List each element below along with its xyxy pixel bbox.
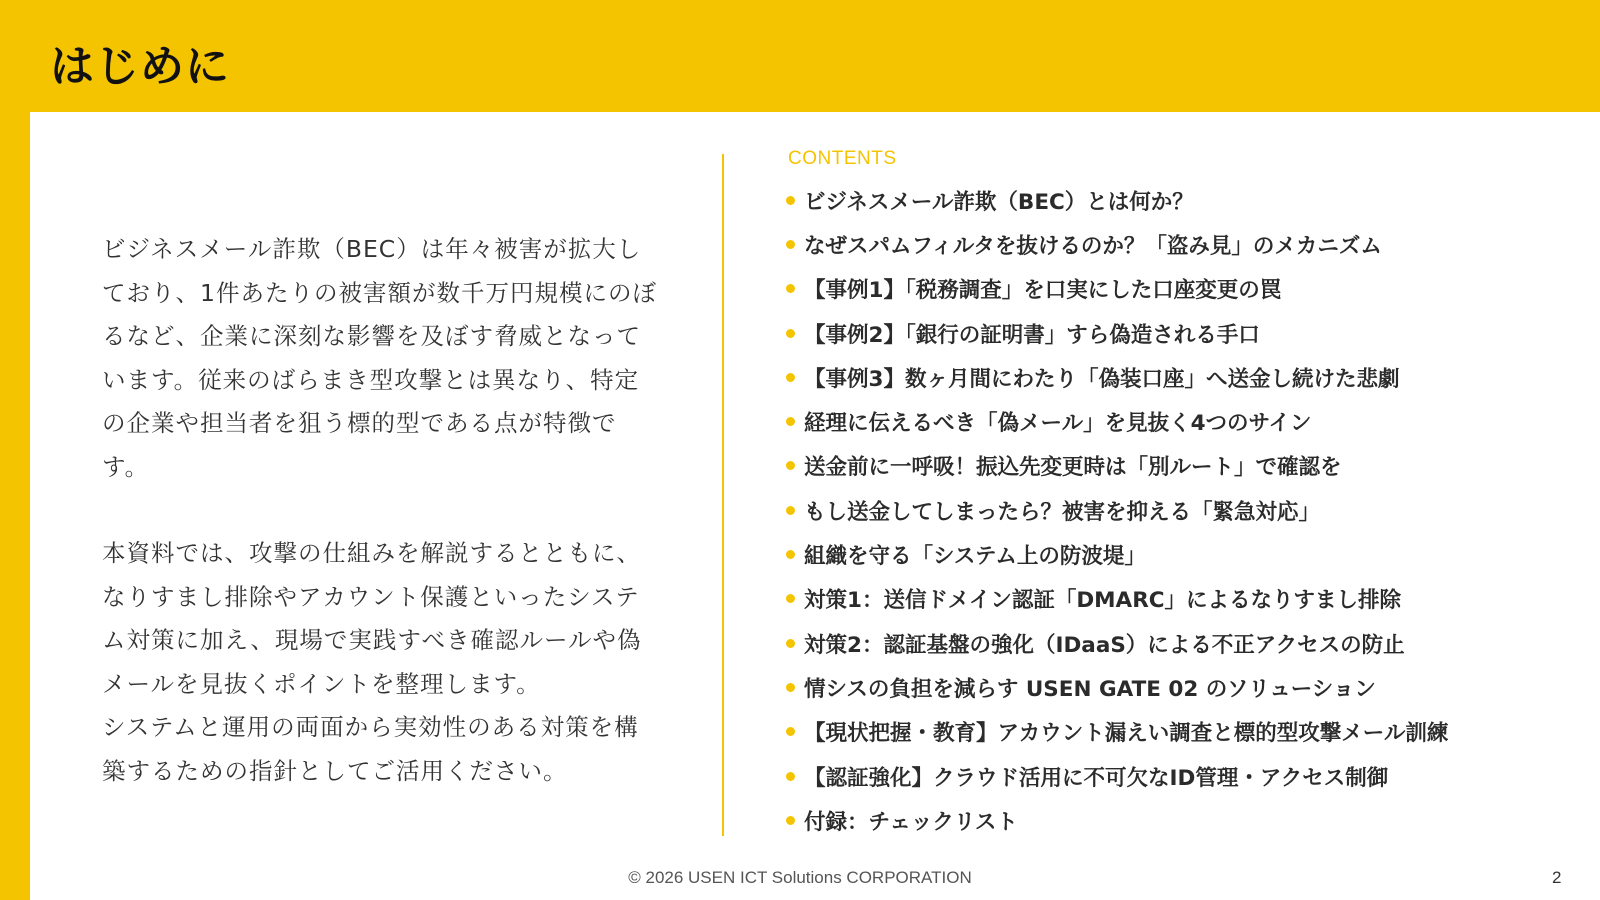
bullet-dot-icon [786,639,795,648]
page-number: 2 [1552,868,1562,887]
contents-item-label: 対策1：送信ドメイン認証「DMARC」によるなりすまし排除 [804,588,1402,614]
contents-item-label: 【現状把握・教育】アカウント漏えい調査と標的型攻撃メール訓練 [804,721,1449,747]
contents-item [786,222,1586,266]
contents-item [786,311,1586,355]
title-underline [30,112,1600,117]
contents-item [786,710,1586,754]
contents-item [786,488,1586,532]
contents-item-label: なぜスパムフィルタを抜けるのか？「盗み見」のメカニズム [804,233,1382,259]
contents-item [786,577,1586,621]
contents-item-label: 送金前に一呼吸！振込先変更時は「別ルート」で確認を [804,455,1342,481]
bullet-dot-icon [786,240,795,249]
contents-item-label: ビジネスメール詐欺（BEC）とは何か？ [804,189,1194,215]
bullet-dot-icon [786,727,795,736]
contents-item-label: 【事例1】「税務調査」を口実にした口座変更の罠 [804,278,1282,304]
intro-paragraph-3: システムと運用の両面から実効性のある対策を構築するための指針としてご活用ください。 [102,713,639,785]
contents-item [786,532,1586,576]
bullet-dot-icon [786,417,795,426]
contents-item [786,399,1586,443]
contents-item-label: 情シスの負担を減らす USEN GATE 02 のソリューション [804,676,1376,702]
contents-item [786,621,1586,665]
bullet-dot-icon [786,461,795,470]
contents-item [786,355,1586,399]
contents-item [786,798,1586,842]
copyright-footer: © 2026 USEN ICT Solutions CORPORATION [628,868,972,887]
bullet-dot-icon [786,284,795,293]
bullet-dot-icon [786,772,795,781]
bullet-dot-icon [786,816,795,825]
bullet-dot-icon [786,373,795,382]
contents-item-label: 【認証強化】クラウド活用に不可欠なID管理・アクセス制御 [804,765,1389,791]
intro-paragraph-1: ビジネスメール詐欺（BEC）は年々被害が拡大しており、1件あたりの被害額が数千万円規模にのぼるなど、企業に深刻な影響を及ぼす脅威となっています。従来のばらまき型攻撃とは異なり、特定の企業や担当者を狙う標的型である点が特徴です。 [102,235,657,481]
bullet-dot-icon [786,506,795,515]
contents-item [786,665,1586,709]
contents-item-label: 付録：チェックリスト [804,809,1018,835]
bullet-dot-icon [786,329,795,338]
contents-item [786,267,1586,311]
contents-item-label: 【事例3】数ヶ月間にわたり「偽装口座」へ送金し続けた悲劇 [804,366,1400,392]
bullet-dot-icon [786,594,795,603]
slide-title: はじめに [50,41,230,92]
contents-item-label: もし送金してしまったら？被害を抑える「緊急対応」 [804,499,1321,525]
contents-item [786,444,1586,488]
contents-item-label: 【事例2】「銀行の証明書」すら偽造される手口 [804,322,1260,348]
header-band [0,0,1600,116]
contents-item-label: 組織を守る「システム上の防波堤」 [804,544,1146,570]
left-accent-band [0,0,30,900]
contents-item [786,178,1586,222]
intro-paragraph-2: 本資料では、攻撃の仕組みを解説するとともに、なりすまし排除やアカウント保護といったシステム対策に加え、現場で実践すべき確認ルールや偽メールを見抜くポイントを整理します。 [102,539,642,698]
column-divider [722,154,724,836]
contents-item-label: 経理に伝えるべき「偽メール」を見抜く4つのサイン [804,411,1312,437]
contents-label: CONTENTS [788,148,897,169]
intro-text-block [102,228,662,836]
contents-item-label: 対策2：認証基盤の強化（IDaaS）による不正アクセスの防止 [804,632,1405,658]
bullet-dot-icon [786,196,795,205]
bullet-dot-icon [786,683,795,692]
bullet-dot-icon [786,550,795,559]
contents-list [786,178,1586,842]
contents-item [786,754,1586,798]
